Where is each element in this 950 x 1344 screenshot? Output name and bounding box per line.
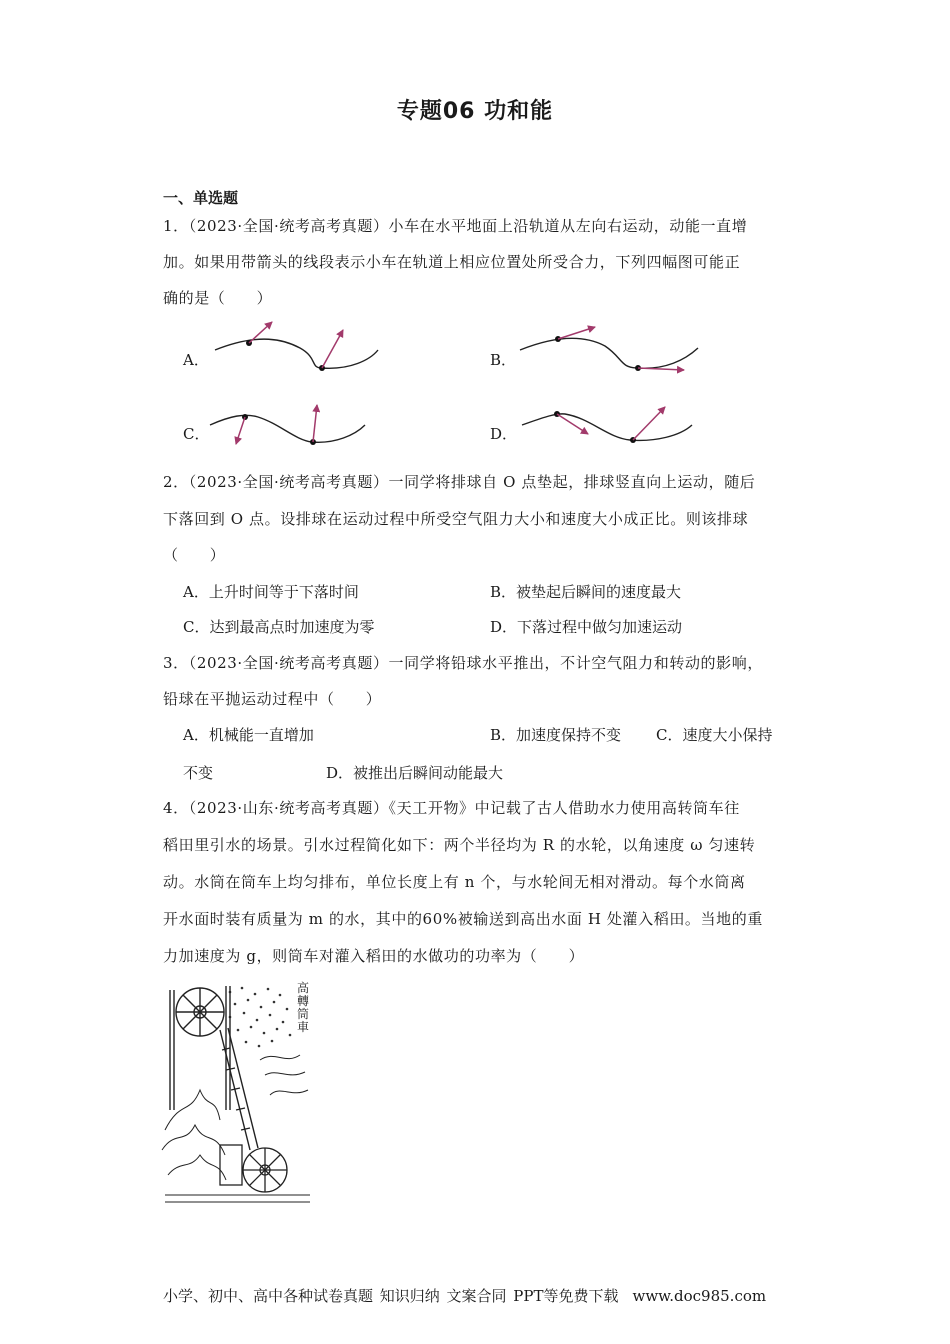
track-curve: [215, 339, 378, 368]
q1-figure-b: [510, 310, 710, 390]
q1-option-b-label: B．: [490, 351, 517, 369]
q1-option-d-label: D．: [490, 425, 518, 443]
track-curve: [522, 414, 692, 441]
q2-option-a: A．上升时间等于下落时间: [183, 583, 359, 601]
q4-line-5: 力加速度为 g，则筒车对灌入稻田的水做功的功率为（ ）: [163, 947, 585, 965]
q1-line-3: 确的是（ ）: [163, 289, 273, 307]
footer-text: 小学、初中、高中各种试卷真题 知识归纳 文案合同 PPT等免费下载: [163, 1287, 619, 1305]
q3-line-1: 3．（2023·全国·统考高考真题）一同学将铅球水平推出，不计空气阻力和转动的影响，: [163, 654, 763, 672]
q3-option-b: B．加速度保持不变: [490, 726, 622, 744]
q2-line-2: 下落回到 O 点。设排球在运动过程中所受空气阻力大小和速度大小成正比。则该排球: [163, 510, 749, 528]
q1-option-a-label: A．: [183, 351, 209, 369]
waterwheel-illustration: [160, 980, 312, 1208]
q2-line-1: 2．（2023·全国·统考高考真题）一同学将排球自 O 点垫起，排球竖直向上运动，随后: [163, 473, 756, 491]
force-arrow: [322, 330, 343, 368]
track-curve: [520, 338, 698, 368]
q3-option-c: C．速度大小保持: [656, 726, 773, 744]
track-curve: [210, 415, 365, 442]
q1-figure-d: [510, 400, 710, 460]
q2-option-c: C．达到最高点时加速度为零: [183, 618, 375, 636]
q1-option-c-label: C．: [183, 425, 210, 443]
q2-option-d: D．下落过程中做匀加速运动: [490, 618, 683, 636]
force-arrow: [313, 405, 317, 442]
section-heading: 一、单选题: [163, 189, 239, 207]
q3-option-c-wrap: 不变: [183, 764, 214, 782]
q4-line-4: 开水面时装有质量为 m 的水，其中的60%被输送到高出水面 H 处灌入稻田。当地的重: [163, 910, 763, 928]
page-title: 专题06 功和能: [396, 99, 554, 124]
q2-line-3: （ ）: [163, 546, 226, 564]
force-arrow: [633, 407, 665, 440]
q1-figure-a: [200, 310, 390, 390]
q1-line-1: 1．（2023·全国·统考高考真题）小车在水平地面上沿轨道从左向右运动，动能一直增: [163, 217, 748, 235]
force-arrow: [558, 327, 595, 339]
force-arrow: [638, 368, 684, 370]
q3-option-d: D．被推出后瞬间动能最大: [326, 764, 504, 782]
q2-option-b: B．被垫起后瞬间的速度最大: [490, 583, 682, 601]
q1-line-2: 加。如果用带箭头的线段表示小车在轨道上相应位置处所受合力，下列四幅图可能正: [163, 253, 741, 271]
force-arrow: [557, 414, 588, 434]
force-arrow: [236, 417, 245, 444]
q3-line-2: 铅球在平抛运动过程中（ ）: [163, 690, 382, 708]
page-footer: [163, 1285, 766, 1306]
q4-line-2: 稻田里引水的场景。引水过程简化如下：两个半径均为 R 的水轮，以角速度 ω 匀速转: [163, 836, 756, 854]
q4-line-1: 4．（2023·山东·统考高考真题）《天工开物》中记载了古人借助水力使用高转筒车往: [163, 799, 740, 817]
q4-line-3: 动。水筒在筒车上均匀排布，单位长度上有 n 个，与水轮间无相对滑动。每个水筒离: [163, 873, 746, 891]
illustration-caption: 高 轉 筒 車: [296, 981, 309, 1034]
q3-option-a: A．机械能一直增加: [183, 726, 314, 744]
q1-figure-c: [200, 400, 380, 460]
footer-url[interactable]: www.doc985.com: [632, 1287, 767, 1305]
